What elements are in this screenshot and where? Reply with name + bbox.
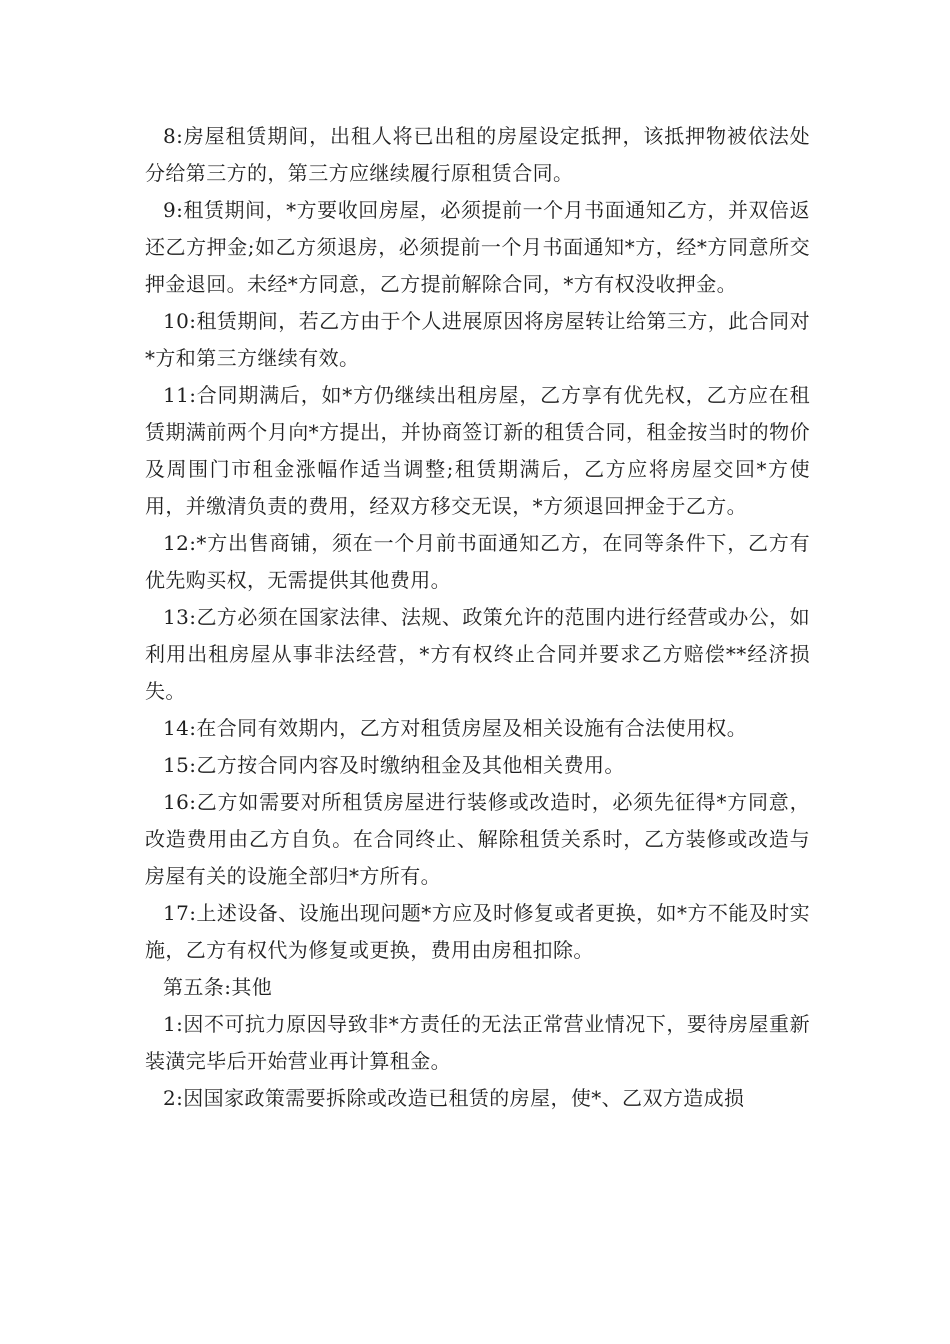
clause-16: 16:乙方如需要对所租赁房屋进行装修或改造时，必须先征得*方同意，改造费用由乙方自负。在合同终止、解除租赁关系时，乙方装修或改造与房屋有关的设施全部归*方所有。 (145, 790, 810, 888)
clause-17: 17:上述设备、设施出现问题*方应及时修复或者更换，如*方不能及时实施，乙方有权代为修复或更换，费用由房租扣除。 (145, 901, 810, 962)
document-body (145, 118, 810, 1117)
article-5-clause-1: 1:因不可抗力原因导致非*方责任的无法正常营业情况下，要待房屋重新装潢完毕后开始营业再计算租金。 (145, 1012, 810, 1073)
clause-9: 9:租赁期间，*方要收回房屋，必须提前一个月书面通知乙方，并双倍返还乙方押金;如乙方须退房，必须提前一个月书面通知*方，经*方同意所交押金退回。未经*方同意，乙方提前解除合同，*方有权没收押金。 (145, 198, 810, 296)
article-5-clause-2: 2:因国家政策需要拆除或改造已租赁的房屋，使*、乙双方造成损 (163, 1086, 745, 1110)
clause-11: 11:合同期满后，如*方仍继续出租房屋，乙方享有优先权，乙方应在租赁期满前两个月向*方提出，并协商签订新的租赁合同，租金按当时的物价及周围门市租金涨幅作适当调整;租赁期满后，乙方应将房屋交回*方使用，并缴清负责的费用，经双方移交无误，*方须退回押金于乙方。 (145, 383, 810, 518)
clause-10: 10:租赁期间，若乙方由于个人进展原因将房屋转让给第三方，此合同对*方和第三方继续有效。 (145, 309, 810, 370)
clause-14: 14:在合同有效期内，乙方对租赁房屋及相关设施有合法使用权。 (163, 716, 748, 740)
clause-12: 12:*方出售商铺，须在一个月前书面通知乙方，在同等条件下，乙方有优先购买权，无需提供其他费用。 (145, 531, 810, 592)
clause-8: 8:房屋租赁期间，出租人将已出租的房屋设定抵押，该抵押物被依法处分给第三方的，第三方应继续履行原租赁合同。 (145, 124, 810, 185)
section-heading-article-5: 第五条:其他 (163, 975, 273, 999)
clause-13: 13:乙方必须在国家法律、法规、政策允许的范围内进行经营或办公，如利用出租房屋从事非法经营，*方有权终止合同并要求乙方赔偿**经济损失。 (145, 605, 810, 703)
clause-15: 15:乙方按合同内容及时缴纳租金及其他相关费用。 (163, 753, 625, 777)
